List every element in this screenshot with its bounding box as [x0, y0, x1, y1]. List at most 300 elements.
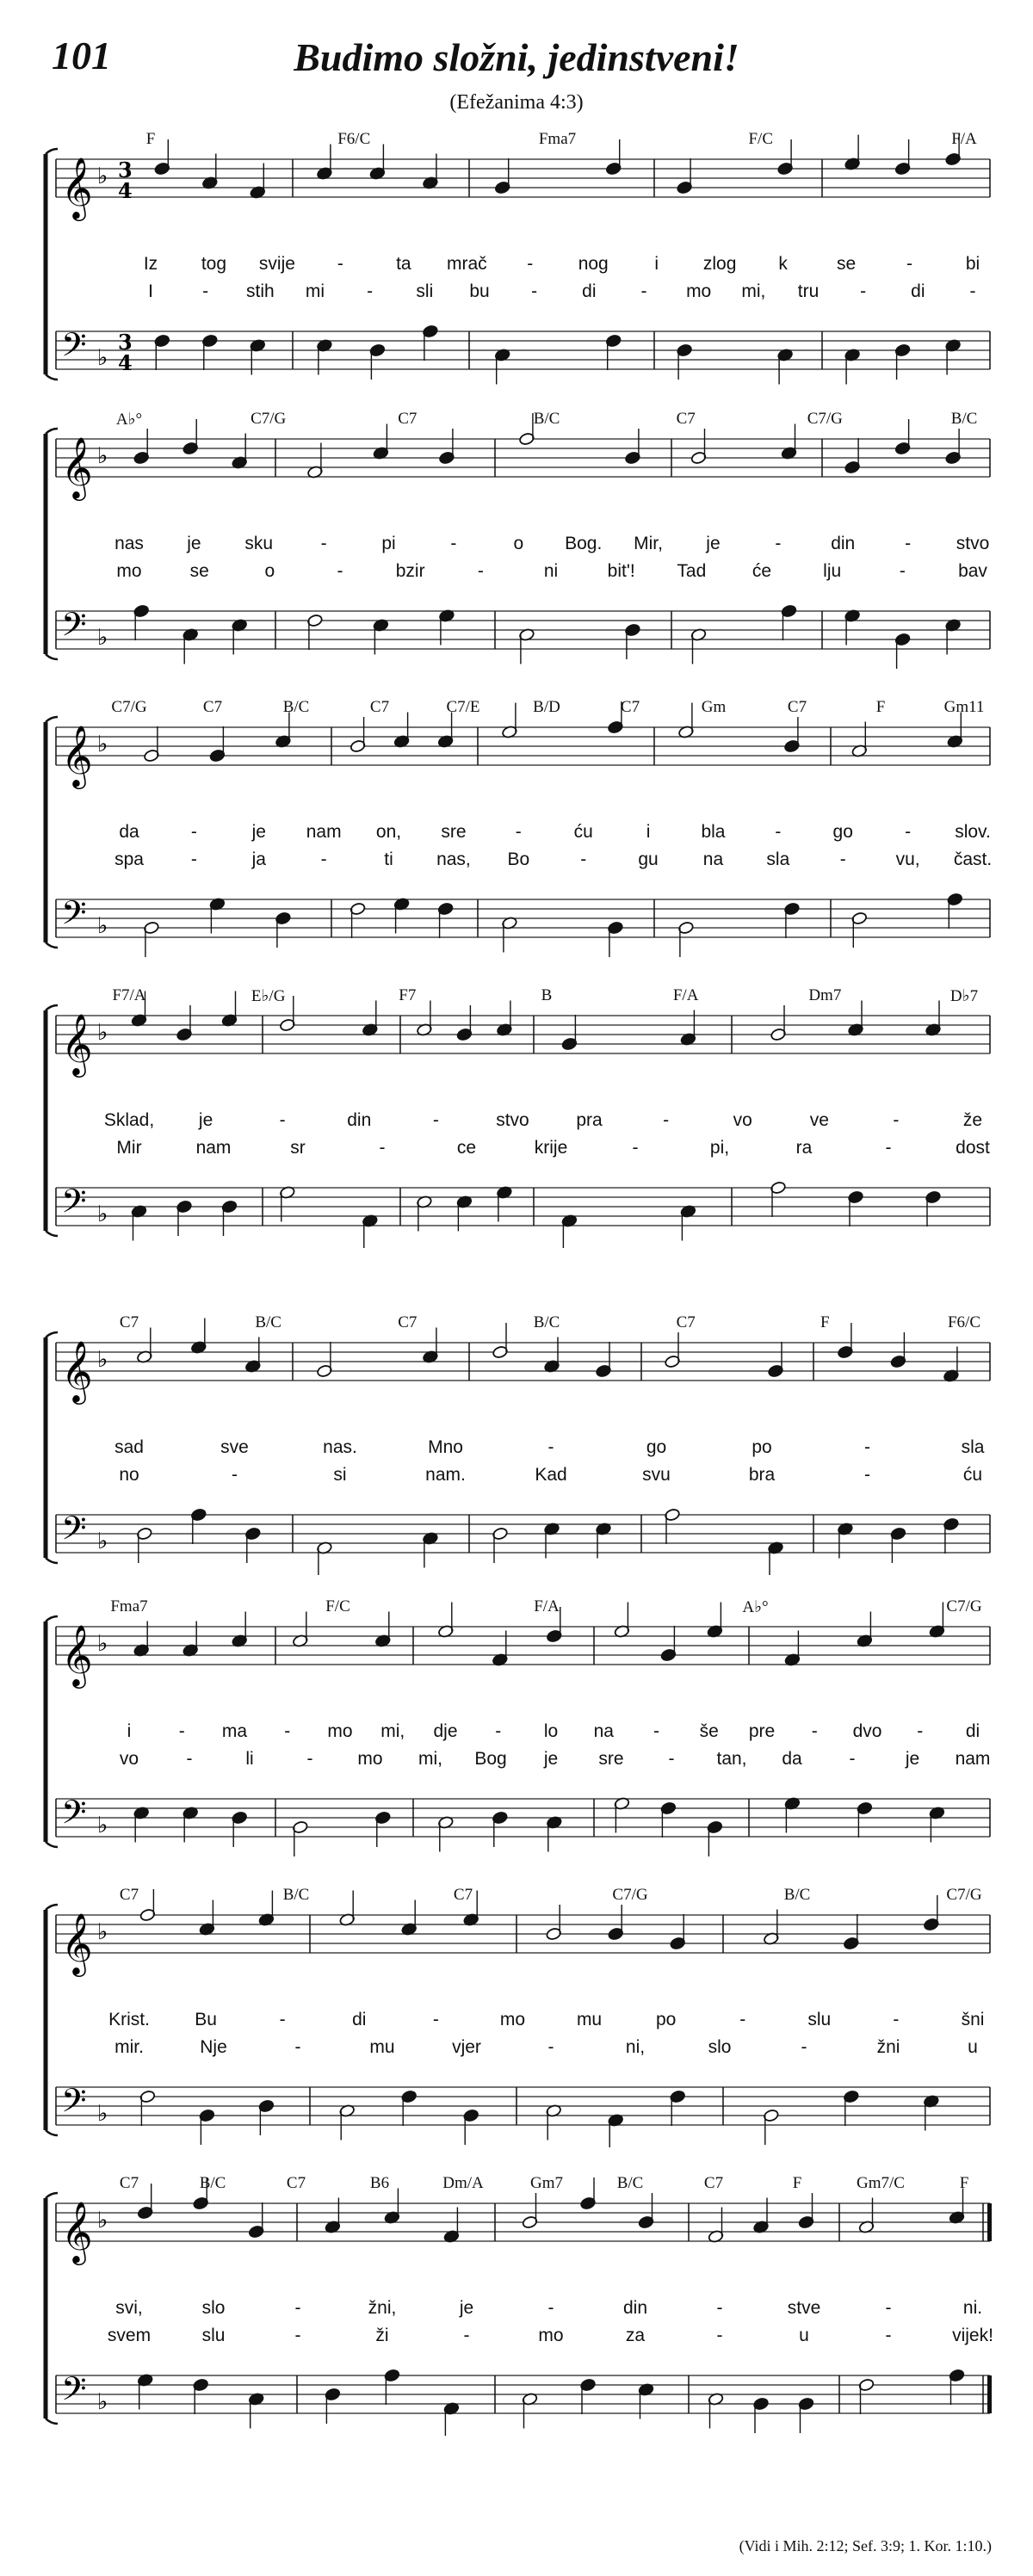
lyric-verse-1-syllable: svije: [258, 254, 295, 274]
lyric-verse-2-syllable: žni: [876, 2037, 900, 2057]
chord-symbol: F6/C: [337, 130, 371, 148]
bass-clef-icon: 𝄢: [61, 605, 87, 652]
lyric-verse-1-syllable: i: [646, 822, 651, 842]
flat-icon: ♭: [97, 1347, 108, 1373]
lyric-verse-2-syllable: -: [294, 2326, 301, 2345]
lyric-verse-1-syllable: mo: [327, 1721, 353, 1741]
chord-symbol: D♭7: [949, 987, 979, 1005]
lyric-verse-2-syllable: bav: [958, 561, 987, 581]
treble-clef-icon: 𝄞: [61, 2200, 93, 2263]
lyric-verse-1-syllable: i: [127, 1721, 132, 1741]
flat-icon: ♭: [97, 2101, 108, 2127]
lyric-verse-2-syllable: -: [294, 2037, 301, 2057]
chord-symbol: F7/A: [112, 986, 146, 1004]
lyric-verse-2-syllable: tan,: [716, 1749, 747, 1769]
lyric-verse-1-syllable: -: [905, 534, 912, 553]
time-signature-bottom: 4: [118, 350, 133, 375]
lyric-verse-1-syllable: na: [593, 1721, 614, 1741]
lyric-verse-2-syllable: di: [911, 281, 925, 301]
lyric-verse-1-syllable: ma: [221, 1721, 248, 1741]
chord-symbol: C7/G: [946, 1597, 982, 1615]
chord-symbol: C7: [676, 1313, 696, 1331]
lyric-verse-1-syllable: -: [432, 2010, 439, 2029]
lyric-verse-1-syllable: sad: [114, 1437, 144, 1457]
lyric-verse-1-syllable: go: [646, 1437, 667, 1457]
lyric-verse-1-syllable: tog: [201, 254, 227, 274]
bass-staff: [56, 899, 990, 937]
lyric-verse-2-syllable: ži: [375, 2326, 389, 2345]
lyric-verse-2-syllable: krije: [534, 1138, 568, 1158]
chord-symbol: Gm: [701, 698, 727, 716]
lyric-verse-1-syllable: da: [119, 822, 139, 842]
lyric-verse-1-syllable: -: [864, 1437, 870, 1457]
lyric-verse-2-syllable: ni: [543, 561, 559, 581]
flat-icon: ♭: [97, 1813, 108, 1838]
lyric-verse-2-syllable: mi,: [418, 1749, 442, 1769]
lyric-verse-1-syllable: mo: [499, 2010, 526, 2029]
lyric-verse-2-syllable: no: [119, 1465, 139, 1485]
chord-symbol: C7: [119, 2174, 139, 2192]
lyric-verse-2-syllable: slu: [201, 2326, 226, 2345]
lyric-verse-1-syllable: je: [198, 1110, 213, 1130]
music-system: [0, 986, 1033, 1248]
lyric-verse-2-syllable: vo: [119, 1749, 139, 1769]
chord-symbol: B/C: [533, 410, 560, 428]
chord-symbol: F6/C: [947, 1313, 981, 1331]
lyric-verse-1-syllable: din: [347, 1110, 372, 1130]
lyric-verse-2-syllable: ti: [384, 849, 393, 869]
lyric-verse-2-syllable: Kad: [535, 1465, 567, 1485]
lyric-verse-2-syllable: je: [543, 1749, 559, 1769]
lyric-verse-2-syllable: je: [905, 1749, 920, 1769]
lyric-verse-2-syllable: Bo: [507, 849, 530, 869]
chord-symbol: Gm7/C: [857, 2174, 905, 2192]
lyric-verse-1-syllable: -: [320, 534, 327, 553]
time-signature-top: 3: [118, 330, 133, 355]
lyric-verse-1-syllable: je: [251, 822, 266, 842]
lyric-verse-1-syllable: stvo: [496, 1110, 529, 1130]
chord-symbol: F/C: [325, 1597, 350, 1615]
lyric-verse-1-syllable: sku: [244, 534, 274, 553]
music-system: [0, 130, 1033, 392]
chord-symbol: C7: [286, 2174, 306, 2192]
lyric-verse-1-syllable: Krist.: [108, 2010, 150, 2029]
lyric-verse-1-syllable: Bog.: [565, 534, 603, 553]
chord-symbol: F: [145, 130, 156, 148]
lyric-verse-1-syllable: -: [294, 2298, 301, 2318]
lyric-verse-2-syllable: -: [320, 849, 327, 869]
lyric-verse-1-syllable: žni,: [368, 2298, 397, 2318]
lyric-verse-2-syllable: mo: [538, 2326, 564, 2345]
treble-clef-icon: 𝄞: [61, 1339, 93, 1402]
chord-symbol: F/A: [672, 986, 699, 1004]
chord-symbol: C7/G: [807, 410, 843, 428]
flat-icon: ♭: [97, 345, 108, 371]
lyric-verse-1-syllable: -: [893, 1110, 900, 1130]
chord-symbol: B6: [369, 2174, 390, 2192]
lyric-verse-1-syllable: -: [284, 1721, 291, 1741]
lyric-verse-2-syllable: za: [625, 2326, 646, 2345]
lyric-verse-1-syllable: že: [962, 1110, 983, 1130]
flat-icon: ♭: [97, 913, 108, 939]
lyric-verse-1-syllable: pi: [381, 534, 396, 553]
lyric-verse-2-syllable: nam.: [425, 1465, 466, 1485]
lyric-verse-1-syllable: go: [832, 822, 853, 842]
lyric-verse-2-syllable: -: [969, 281, 976, 301]
lyric-verse-2-syllable: da: [782, 1749, 802, 1769]
lyric-verse-1-syllable: -: [515, 822, 522, 842]
lyric-verse-2-syllable: o: [264, 561, 275, 581]
staff-system-svg: [0, 2178, 1033, 2436]
bass-staff: [56, 2375, 990, 2413]
lyric-verse-1-syllable: -: [811, 1721, 818, 1741]
lyric-verse-1-syllable: mi,: [380, 1721, 405, 1741]
lyric-verse-2-syllable: Nje: [200, 2037, 227, 2057]
lyric-verse-2-syllable: ću: [962, 1465, 983, 1485]
chord-symbol: B/C: [255, 1313, 281, 1331]
lyric-verse-1-syllable: -: [716, 2298, 723, 2318]
lyric-verse-1-syllable: stve: [787, 2298, 821, 2318]
chord-symbol: E♭/G: [251, 987, 286, 1005]
lyric-verse-1-syllable: ni.: [962, 2298, 983, 2318]
chord-symbol: B/C: [783, 1886, 811, 1904]
lyric-verse-1-syllable: je: [706, 534, 721, 553]
flat-icon: ♭: [97, 1020, 108, 1046]
lyric-verse-2-syllable: nam: [195, 1138, 232, 1158]
lyric-verse-2-syllable: lju: [823, 561, 842, 581]
chord-symbol: F/C: [748, 130, 774, 148]
chord-symbol: C7: [620, 698, 640, 716]
lyric-verse-2-syllable: -: [864, 1465, 870, 1485]
chord-symbol: C7/G: [111, 698, 147, 716]
lyric-verse-1-syllable: šni: [961, 2010, 985, 2029]
lyric-verse-2-syllable: mo: [686, 281, 712, 301]
bass-clef-icon: 𝄢: [61, 1793, 87, 1839]
chord-symbol: B/C: [282, 1886, 310, 1904]
music-system: [0, 2174, 1033, 2436]
bass-clef-icon: 𝄢: [61, 2369, 87, 2416]
lyric-verse-1-syllable: -: [279, 2010, 286, 2029]
lyric-verse-2-syllable: pi,: [709, 1138, 730, 1158]
lyric-verse-2-syllable: u: [968, 2037, 978, 2057]
chord-symbol: C7: [676, 410, 696, 428]
lyric-verse-2-syllable: bit'!: [607, 561, 635, 581]
lyric-verse-1-syllable: -: [906, 254, 913, 274]
lyric-verse-1-syllable: -: [739, 2010, 746, 2029]
chord-symbol: C7: [202, 698, 223, 716]
chord-symbol: C7/G: [251, 410, 287, 428]
lyric-verse-1-syllable: slu: [807, 2010, 832, 2029]
footnote: (Vidi i Mih. 2:12; Sef. 3:9; 1. Kor. 1:10.): [739, 2537, 992, 2554]
lyric-verse-2-syllable: -: [367, 281, 374, 301]
lyric-verse-1-syllable: Mno: [428, 1437, 463, 1457]
lyric-verse-2-syllable: mo: [116, 561, 142, 581]
lyric-verse-2-syllable: ni,: [625, 2037, 646, 2057]
treble-staff: [56, 727, 990, 765]
lyric-verse-1-syllable: -: [190, 822, 197, 842]
lyric-verse-1-syllable: bi: [965, 254, 980, 274]
lyric-verse-1-syllable: se: [836, 254, 857, 274]
lyric-verse-1-syllable: mrač: [446, 254, 487, 274]
lyric-verse-2-syllable: sla: [766, 849, 790, 869]
lyric-verse-1-syllable: din: [622, 2298, 648, 2318]
lyric-verse-2-syllable: I: [148, 281, 153, 301]
lyric-verse-1-syllable: -: [527, 254, 534, 274]
chord-symbol: C7: [398, 1313, 418, 1331]
chord-symbol: Fma7: [538, 130, 577, 148]
lyric-verse-2-syllable: -: [632, 1138, 639, 1158]
lyric-verse-2-syllable: bu: [469, 281, 490, 301]
lyric-verse-1-syllable: -: [653, 1721, 659, 1741]
chord-symbol: C7: [369, 698, 390, 716]
treble-clef-icon: 𝄞: [61, 724, 93, 787]
lyric-verse-2-syllable: spa: [114, 849, 144, 869]
flat-icon: ♭: [97, 1529, 108, 1554]
flat-icon: ♭: [97, 2389, 108, 2415]
lyric-verse-2-syllable: se: [189, 561, 209, 581]
chord-symbol: C7: [119, 1886, 139, 1904]
treble-clef-icon: 𝄞: [61, 156, 93, 219]
flat-icon: ♭: [97, 1919, 108, 1945]
hymn-title: Budimo složni, jedinstveni!: [294, 35, 739, 79]
lyric-verse-1-syllable: svi,: [115, 2298, 143, 2318]
lyric-verse-1-syllable: din: [831, 534, 856, 553]
chord-symbol: C7: [703, 2174, 724, 2192]
lyric-verse-2-syllable: -: [860, 281, 867, 301]
lyric-verse-2-syllable: sre: [598, 1749, 624, 1769]
lyric-verse-1-syllable: slo: [201, 2298, 226, 2318]
chord-symbol: F7: [399, 986, 417, 1004]
lyric-verse-2-syllable: nam: [955, 1749, 991, 1769]
chord-symbol: C7/E: [446, 698, 480, 716]
lyric-verse-2-syllable: -: [839, 849, 846, 869]
lyric-verse-2-syllable: će: [752, 561, 772, 581]
lyric-verse-1-syllable: di: [965, 1721, 980, 1741]
lyric-verse-1-syllable: -: [178, 1721, 185, 1741]
chord-symbol: F/A: [534, 1597, 560, 1615]
lyric-verse-1-syllable: -: [495, 1721, 502, 1741]
scripture-reference: (Efežanima 4:3): [449, 91, 584, 114]
lyric-verse-2-syllable: gu: [638, 849, 659, 869]
lyric-verse-2-syllable: -: [186, 1749, 193, 1769]
lyric-verse-2-syllable: -: [640, 281, 647, 301]
time-signature-top: 3: [118, 158, 133, 182]
bass-clef-icon: 𝄢: [61, 2081, 87, 2128]
lyric-verse-1-syllable: Bu: [195, 2010, 217, 2029]
music-system: [0, 1313, 1033, 1575]
lyric-verse-2-syllable: di: [582, 281, 597, 301]
lyric-verse-2-syllable: svu: [642, 1465, 671, 1485]
chord-symbol: C7: [787, 698, 807, 716]
lyric-verse-1-syllable: di: [352, 2010, 367, 2029]
lyric-verse-1-syllable: -: [917, 1721, 924, 1741]
flat-icon: ♭: [97, 732, 108, 757]
lyric-verse-1-syllable: lo: [543, 1721, 559, 1741]
lyric-verse-2-syllable: Mir: [116, 1138, 142, 1158]
lyric-verse-2-syllable: -: [849, 1749, 856, 1769]
lyric-verse-2-syllable: Tad: [677, 561, 707, 581]
lyric-verse-1-syllable: je: [459, 2298, 474, 2318]
barline: [983, 2203, 992, 2413]
lyric-verse-2-syllable: si: [333, 1465, 347, 1485]
chord-symbol: A♭°: [115, 411, 143, 429]
lyric-verse-1-syllable: ve: [809, 1110, 829, 1130]
lyric-verse-1-syllable: nam: [306, 822, 342, 842]
lyric-verse-2-syllable: -: [716, 2326, 723, 2345]
lyric-verse-2-syllable: mir.: [114, 2037, 144, 2057]
lyric-verse-1-syllable: še: [699, 1721, 719, 1741]
lyric-verse-2-syllable: sr: [290, 1138, 306, 1158]
lyric-verse-2-syllable: vjer: [452, 2037, 481, 2057]
lyric-verse-1-syllable: -: [432, 1110, 439, 1130]
flat-icon: ♭: [97, 1631, 108, 1657]
chord-symbol: F: [875, 698, 886, 716]
lyric-verse-1-syllable: o: [513, 534, 524, 553]
bass-clef-icon: 𝄢: [61, 1509, 87, 1555]
chord-symbol: C7: [453, 1886, 473, 1904]
lyric-verse-2-syllable: ce: [456, 1138, 477, 1158]
chord-symbol: C7/G: [946, 1886, 982, 1904]
chord-symbol: F/A: [951, 130, 977, 148]
lyric-verse-1-syllable: stvo: [956, 534, 990, 553]
treble-clef-icon: 𝄞: [61, 1912, 93, 1974]
lyric-verse-2-syllable: sli: [416, 281, 434, 301]
flat-icon: ♭: [97, 164, 108, 189]
lyric-verse-1-syllable: -: [663, 1110, 670, 1130]
staff-system-svg: [0, 1317, 1033, 1575]
lyric-verse-1-syllable: ta: [396, 254, 411, 274]
lyric-verse-1-syllable: nas.: [323, 1437, 357, 1457]
lyric-verse-1-syllable: vo: [733, 1110, 752, 1130]
lyric-verse-1-syllable: mu: [576, 2010, 603, 2029]
lyric-verse-2-syllable: svem: [107, 2326, 152, 2345]
lyric-verse-2-syllable: -: [899, 561, 906, 581]
lyric-verse-1-syllable: po: [752, 1437, 772, 1457]
lyric-verse-1-syllable: -: [547, 2298, 554, 2318]
lyric-verse-2-syllable: -: [306, 1749, 313, 1769]
lyric-verse-2-syllable: li: [245, 1749, 254, 1769]
chord-symbol: B/C: [950, 410, 978, 428]
lyric-verse-1-syllable: po: [655, 2010, 677, 2029]
chord-symbol: F: [820, 1313, 830, 1331]
lyric-verse-1-syllable: Mir,: [634, 534, 663, 553]
lyric-verse-1-syllable: sve: [220, 1437, 249, 1457]
flat-icon: ♭: [97, 443, 108, 469]
lyric-verse-1-syllable: dje: [433, 1721, 458, 1741]
lyric-verse-1-syllable: sla: [961, 1437, 985, 1457]
lyric-verse-1-syllable: je: [187, 534, 201, 553]
lyric-verse-2-syllable: bzir: [395, 561, 425, 581]
lyric-verse-1-syllable: -: [905, 822, 912, 842]
chord-symbol: B/C: [616, 2174, 644, 2192]
treble-clef-icon: 𝄞: [61, 1012, 93, 1075]
treble-clef-icon: 𝄞: [61, 1623, 93, 1686]
chord-symbol: B: [541, 986, 553, 1004]
chord-symbol: C7: [398, 410, 418, 428]
lyric-verse-1-syllable: -: [279, 1110, 286, 1130]
lyric-verse-2-syllable: stih: [245, 281, 275, 301]
lyric-verse-2-syllable: vu,: [895, 849, 920, 869]
flat-icon: ♭: [97, 625, 108, 651]
lyric-verse-2-syllable: -: [463, 2326, 470, 2345]
lyric-verse-1-syllable: nas: [114, 534, 144, 553]
lyric-verse-1-syllable: sre: [441, 822, 467, 842]
hymn-number: 101: [52, 34, 111, 77]
chord-symbol: Dm7: [808, 986, 842, 1004]
lyric-verse-1-syllable: on,: [375, 822, 402, 842]
lyric-verse-2-syllable: -: [379, 1138, 386, 1158]
lyric-verse-2-syllable: -: [232, 1465, 238, 1485]
bass-clef-icon: 𝄢: [61, 325, 87, 372]
lyric-verse-1-syllable: pre: [748, 1721, 776, 1741]
lyric-verse-1-syllable: dvo: [852, 1721, 882, 1741]
lyric-verse-2-syllable: mo: [357, 1749, 383, 1769]
lyric-verse-2-syllable: mi: [305, 281, 325, 301]
lyric-verse-1-syllable: slov.: [955, 822, 991, 842]
lyric-verse-2-syllable: čast.: [953, 849, 993, 869]
lyric-verse-2-syllable: -: [202, 281, 209, 301]
lyric-verse-2-syllable: -: [531, 281, 538, 301]
flat-icon: ♭: [97, 2208, 108, 2233]
lyric-verse-1-syllable: -: [893, 2010, 900, 2029]
lyric-verse-2-syllable: ja: [251, 849, 266, 869]
lyric-verse-1-syllable: pra: [576, 1110, 603, 1130]
lyric-verse-2-syllable: -: [337, 561, 343, 581]
lyric-verse-1-syllable: -: [547, 1437, 554, 1457]
lyric-verse-2-syllable: u: [799, 2326, 809, 2345]
lyric-verse-1-syllable: -: [337, 254, 343, 274]
flat-icon: ♭: [97, 1202, 108, 1227]
lyric-verse-1-syllable: -: [775, 822, 782, 842]
lyric-verse-1-syllable: -: [450, 534, 457, 553]
lyric-verse-1-syllable: i: [654, 254, 659, 274]
chord-symbol: Gm7: [530, 2174, 563, 2192]
lyric-verse-2-syllable: mu: [369, 2037, 395, 2057]
lyric-verse-2-syllable: -: [668, 1749, 675, 1769]
lyric-verse-2-syllable: ra: [795, 1138, 813, 1158]
treble-staff: [56, 1016, 990, 1053]
lyric-verse-2-syllable: -: [580, 849, 587, 869]
lyric-verse-2-syllable: na: [702, 849, 724, 869]
lyric-verse-2-syllable: bra: [748, 1465, 776, 1485]
music-system: [0, 698, 1033, 960]
lyric-verse-2-syllable: dost: [956, 1138, 990, 1158]
lyric-verse-2-syllable: Bog: [474, 1749, 507, 1769]
lyric-verse-2-syllable: mi,: [741, 281, 766, 301]
lyric-verse-1-syllable: nog: [578, 254, 609, 274]
lyric-verse-1-syllable: Sklad,: [103, 1110, 155, 1130]
lyric-verse-2-syllable: -: [885, 1138, 892, 1158]
lyric-verse-1-syllable: bla: [701, 822, 726, 842]
music-system: [0, 1886, 1033, 2147]
chord-symbol: Dm/A: [442, 2174, 484, 2192]
lyric-verse-1-syllable: Iz: [143, 254, 158, 274]
lyric-verse-1-syllable: -: [775, 534, 782, 553]
chord-symbol: C7: [119, 1313, 139, 1331]
lyric-verse-2-syllable: slo: [708, 2037, 732, 2057]
lyric-verse-2-syllable: -: [885, 2326, 892, 2345]
lyric-verse-2-syllable: -: [801, 2037, 807, 2057]
lyric-verse-2-syllable: vijek!: [952, 2326, 993, 2345]
lyric-verse-2-syllable: -: [547, 2037, 554, 2057]
chord-symbol: B/C: [199, 2174, 226, 2192]
treble-clef-icon: 𝄞: [61, 436, 93, 498]
chord-symbol: A♭°: [742, 1598, 769, 1616]
bass-clef-icon: 𝄢: [61, 893, 87, 940]
chord-symbol: C7/G: [612, 1886, 648, 1904]
music-system: [0, 1597, 1033, 1859]
time-signature-bottom: 4: [118, 178, 133, 203]
